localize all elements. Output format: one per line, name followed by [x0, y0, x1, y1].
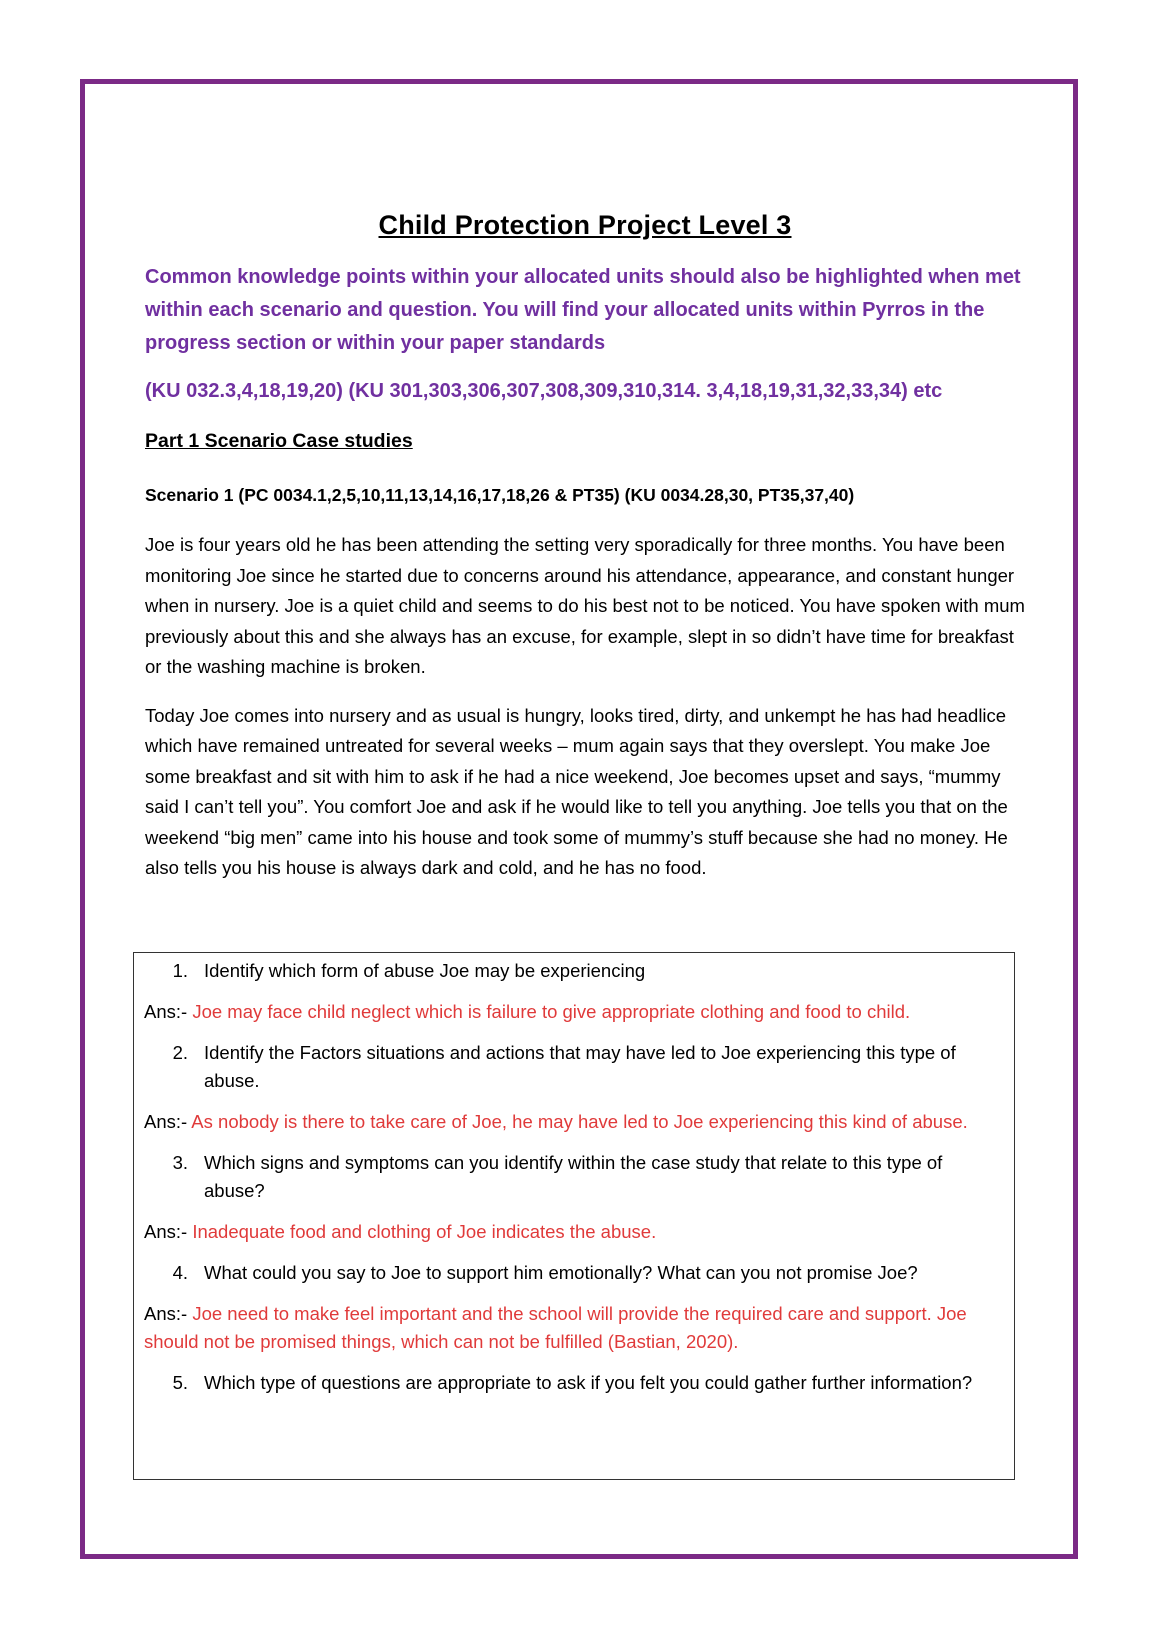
question-text: Identify which form of abuse Joe may be experiencing [204, 960, 646, 981]
answer-2 [144, 1108, 1004, 1136]
ku-references: (KU 032.3,4,18,19,20) (KU 301,303,306,307,308,309,310,314. 3,4,18,19,31,32,33,34) etc [145, 380, 943, 402]
answer-3 [144, 1218, 1004, 1246]
scenario-heading: Scenario 1 (PC 0034.1,2,5,10,11,13,14,16,17,18,26 & PT35) (KU 0034.28,30, PT35,37,40) [145, 485, 855, 505]
answer-text: Inadequate food and clothing of Joe indicates the abuse. [187, 1221, 657, 1242]
question-number: 2. [172, 1042, 188, 1063]
question-number: 5. [172, 1372, 188, 1393]
answer-text: Joe may face child neglect which is failure to give appropriate clothing and food to child. [187, 1001, 911, 1022]
question-2 [144, 1039, 1004, 1095]
question-number: 1. [172, 960, 188, 981]
answer-prefix: Ans:- [144, 1111, 188, 1132]
answer-text: As nobody is there to take care of Joe, he may have led to Joe experiencing this kind of abuse. [187, 1111, 968, 1132]
part-heading: Part 1 Scenario Case studies [145, 430, 413, 452]
answer-1 [144, 998, 1004, 1026]
question-answer-box [133, 952, 1015, 1480]
question-1 [144, 957, 1004, 985]
answer-prefix: Ans:- [144, 1303, 188, 1324]
question-text: Identify the Factors situations and actions that may have led to Joe experiencing this type of abuse. [204, 1042, 956, 1091]
intro-text: Common knowledge points within your allocated units should also be highlighted when met within each scenario and question. You will find your allocated units within Pyrros in the progress section or within your paper standards [145, 266, 1021, 354]
answer-prefix: Ans:- [144, 1221, 188, 1242]
question-4 [144, 1259, 1004, 1287]
question-text: Which signs and symptoms can you identify within the case study that relate to this type of abuse? [204, 1152, 943, 1201]
question-text: Which type of questions are appropriate to ask if you felt you could gather further information? [204, 1372, 973, 1393]
answer-4 [144, 1300, 1004, 1356]
answer-prefix: Ans:- [144, 1001, 188, 1022]
document-body [145, 210, 1025, 902]
question-3 [144, 1149, 1004, 1205]
page-title: Child Protection Project Level 3 [378, 210, 792, 240]
question-number: 3. [172, 1152, 188, 1173]
question-5 [144, 1369, 1004, 1397]
answer-text: Joe need to make feel important and the school will provide the required care and support. Joe should not be promised things, which can not be fulfilled (Bastian, 2020). [144, 1303, 967, 1352]
scenario-paragraph-1: Joe is four years old he has been attending the setting very sporadically for three months. You have been monitoring Joe since he started due to concerns around his attendance, appearance, and constant hunger when in nursery. Joe is a quiet child and seems to do his best not to be noticed. You have spoken with mum previously about this and she always has an excuse, for example, slept in so didn’t have time for breakfast or the washing machine is broken. [145, 534, 1025, 677]
question-text: What could you say to Joe to support him emotionally? What can you not promise Joe? [204, 1262, 918, 1283]
scenario-paragraph-2: Today Joe comes into nursery and as usual is hungry, looks tired, dirty, and unkempt he has had headlice which have remained untreated for several weeks – mum again says that they overslept. You make Joe some breakfast and sit with him to ask if he had a nice weekend, Joe becomes upset and says, “mummy said I can’t tell you”. You comfort Joe and ask if he would like to tell you anything. Joe tells you that on the weekend “big men” came into his house and took some of mummy’s stuff because she had no money. He also tells you his house is always dark and cold, and he has no food. [145, 704, 1008, 878]
question-number: 4. [172, 1262, 188, 1283]
